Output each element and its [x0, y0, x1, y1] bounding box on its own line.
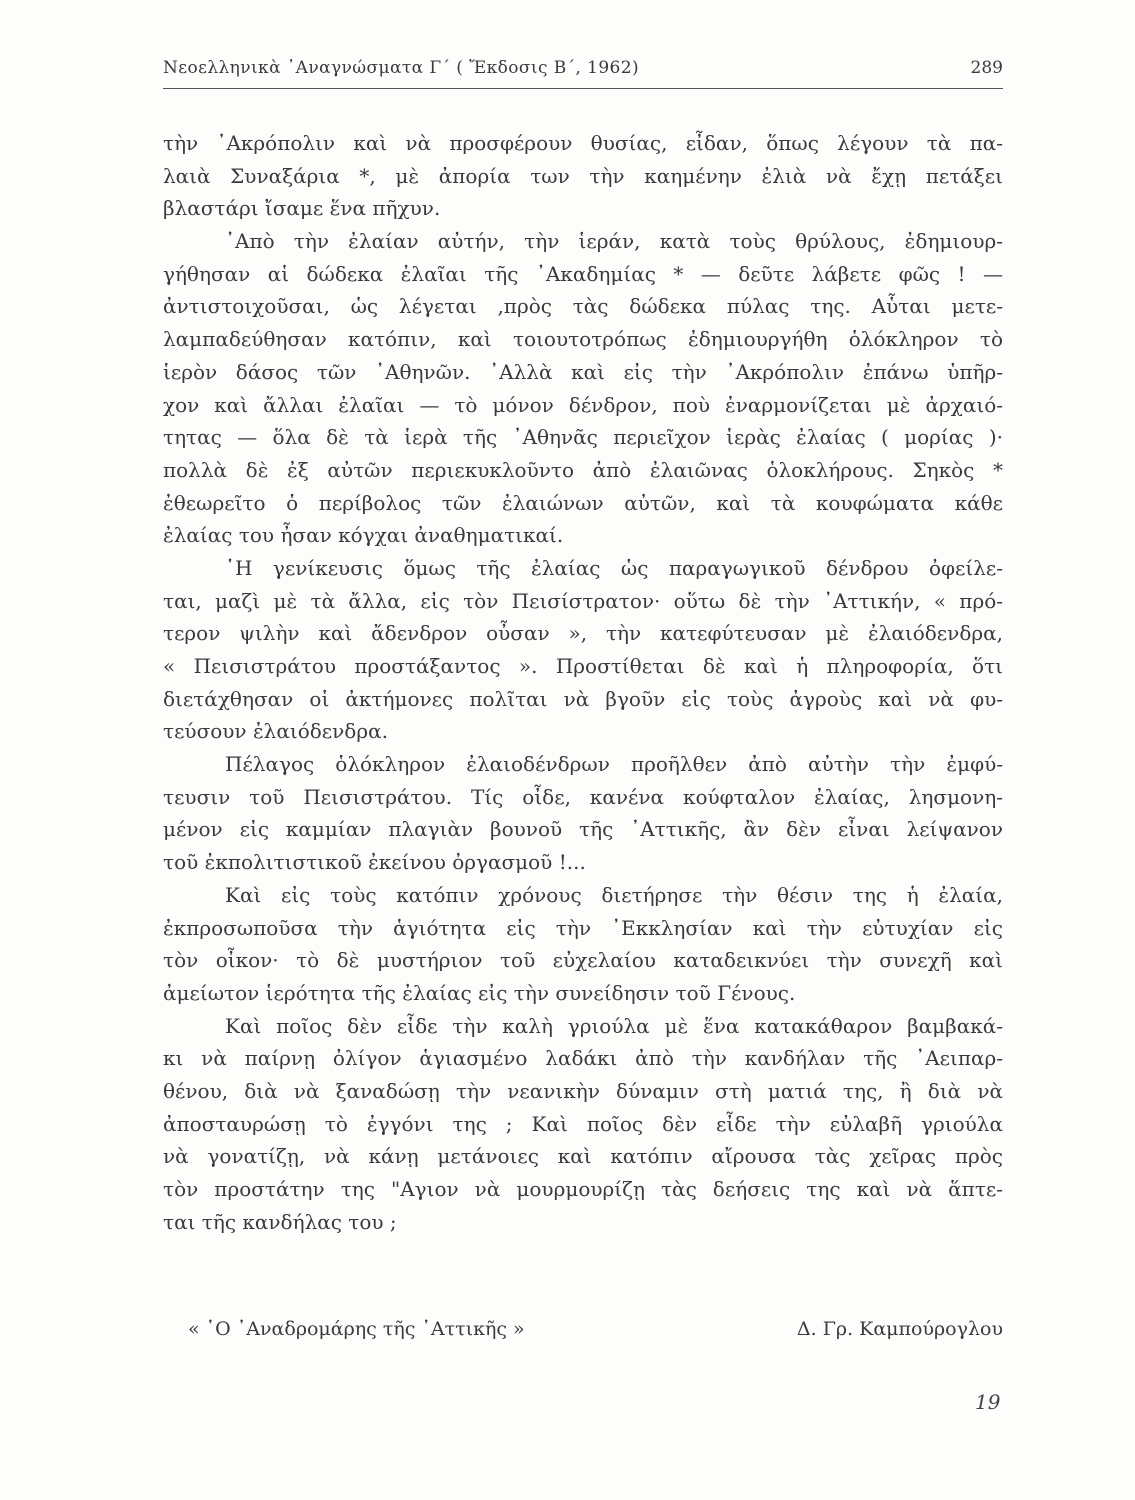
text-line: διετάχθησαν οἱ ἀκτήμονες πολῖται νὰ βγοῦν εἰς τοὺς ἀγροὺς καὶ νὰ φυ- — [163, 686, 1003, 711]
article-body — [163, 127, 1003, 1238]
text-line: τὸν οἶκον· τὸ δὲ μυστήριον τοῦ εὐχελαίου καταδεικνύει τὴν συνεχῆ καὶ — [163, 948, 1003, 973]
text-line: νὰ γονατίζῃ, νὰ κάνῃ μετάνοιες καὶ κατόπιν αἴρουσα τὰς χεῖρας πρὸς — [163, 1144, 1003, 1169]
text-line: Καὶ ποῖος δὲν εἶδε τὴν καλὴ γριούλα μὲ ἕνα κατακάθαρον βαμβακά- — [225, 1013, 1003, 1038]
text-line: ᾿Απὸ τὴν ἐλαίαν αὐτήν, τὴν ἱεράν, κατὰ τοὺς θρύλους, ἐδημιουρ- — [225, 229, 1003, 254]
text-line: « Πεισιστράτου προστάξαντος ». Προστίθεται δὲ καὶ ἡ πληροφορία, ὅτι — [163, 654, 1003, 678]
text-line: μένον εἰς καμμίαν πλαγιὰν βουνοῦ τῆς ᾿Αττικῆς, ἂν δὲν εἶναι λείψανον — [163, 817, 1003, 842]
author-name: Δ. Γρ. Καμπούρογλου — [796, 1318, 1003, 1340]
page-number: 289 — [970, 58, 1003, 78]
text-line: ται τῆς κανδήλας του ; — [163, 1209, 397, 1234]
text-line: τὸν προστάτην της "Αγιον νὰ μουρμουρίζῃ τὰς δεήσεις της καὶ νὰ ἅπτε- — [163, 1177, 1003, 1201]
attribution — [163, 1318, 1003, 1350]
text-line: ἐλαίας του ἦσαν κόγχαι ἀναθηματικαί. — [163, 523, 564, 548]
text-line: βλαστάρι ἴσαμε ἕνα πῆχυν. — [163, 196, 441, 221]
signature-mark: 19 — [975, 1390, 1001, 1414]
text-line: τοῦ ἐκπολιτιστικοῦ ἐκείνου ὀργασμοῦ !... — [163, 850, 586, 875]
text-line: λαιὰ Συναξάρια *, μὲ ἀπορία των τὴν καημένην ἐλιὰ νὰ ἔχῃ πετάξει — [163, 163, 1003, 188]
running-header — [163, 58, 1003, 89]
text-line: ἐθεωρεῖτο ὁ περίβολος τῶν ἐλαιώνων αὐτῶν, καὶ τὰ κουφώματα κάθε — [163, 490, 1003, 515]
text-line: Πέλαγος ὁλόκληρον ἐλαιοδένδρων προῆλθεν ἀπὸ αὐτὴν τὴν ἐμφύ- — [225, 752, 1003, 777]
text-line: ἀποσταυρώσῃ τὸ ἐγγόνι της ; Καὶ ποῖος δὲν εἶδε τὴν εὐλαβῆ γριούλα — [163, 1111, 1003, 1136]
text-line: κι νὰ παίρνῃ ὀλίγον ἁγιασμένο λαδάκι ἀπὸ τὴν κανδήλαν τῆς ᾿Αειπαρ- — [163, 1046, 1003, 1071]
text-line: ῾Η γενίκευσις ὅμως τῆς ἐλαίας ὡς παραγωγικοῦ δένδρου ὀφείλε- — [225, 555, 1003, 580]
text-line: πολλὰ δὲ ἐξ αὐτῶν περιεκυκλοῦντο ἀπὸ ἐλαιῶνας ὁλοκλήρους. Σηκὸς * — [163, 457, 1003, 482]
text-line: τητας — ὅλα δὲ τὰ ἱερὰ τῆς ᾿Αθηνᾶς περιεῖχον ἱερὰς ἐλαίας ( μορίας )· — [163, 425, 1003, 450]
text-line: ἀντιστοιχοῦσαι, ὡς λέγεται ,πρὸς τὰς δώδεκα πύλας της. Αὗται μετε- — [163, 294, 1003, 319]
text-line: χον καὶ ἄλλαι ἐλαῖαι — τὸ μόνον δένδρον, ποὺ ἐναρμονίζεται μὲ ἀρχαιό- — [163, 392, 1003, 417]
text-line: Καὶ εἰς τοὺς κατόπιν χρόνους διετήρησε τὴν θέσιν της ἡ ἐλαία, — [225, 882, 1003, 907]
text-line: τὴν ᾿Ακρόπολιν καὶ νὰ προσφέρουν θυσίας, εἶδαν, ὅπως λέγουν τὰ πα- — [163, 131, 1003, 155]
text-line: ἐκπροσωποῦσα τὴν ἁγιότητα εἰς τὴν ᾿Εκκλησίαν καὶ τὴν εὐτυχίαν εἰς — [163, 915, 1003, 940]
text-line: ἱερὸν δάσος τῶν ᾿Αθηνῶν. ᾿Αλλὰ καὶ εἰς τὴν ᾿Ακρόπολιν ἐπάνω ὑπῆρ- — [163, 359, 1003, 384]
book-title: Νεοελληνικὰ ᾿Αναγνώσματα Γ΄ ( Ἔκδοσις Β΄, 1962) — [163, 58, 639, 78]
text-line: τευσιν τοῦ Πεισιστράτου. Τίς οἶδε, κανένα κούφταλον ἐλαίας, λησμονη- — [163, 784, 1003, 809]
text-line: λαμπαδεύθησαν κατόπιν, καὶ τοιουτοτρόπως ἐδημιουργήθη ὁλόκληρον τὸ — [163, 327, 1003, 352]
text-line: τεύσουν ἐλαιόδενδρα. — [163, 719, 388, 744]
text-line: τερον ψιλὴν καὶ ἄδενδρον οὖσαν », τὴν κατεφύτευσαν μὲ ἐλαιόδενδρα, — [163, 621, 1003, 646]
source-title: « ῾Ο ᾿Αναδρομάρης τῆς ᾿Αττικῆς » — [188, 1318, 525, 1340]
text-line: ται, μαζὶ μὲ τὰ ἄλλα, εἰς τὸν Πεισίστρατον· οὕτω δὲ τὴν ᾿Αττικήν, « πρό- — [163, 588, 1003, 613]
text-line: ἀμείωτον ἱερότητα τῆς ἐλαίας εἰς τὴν συνείδησιν τοῦ Γένους. — [163, 980, 796, 1005]
text-line: γήθησαν αἱ δώδεκα ἐλαῖαι τῆς ᾿Ακαδημίας * — δεῦτε λάβετε φῶς ! — — [163, 261, 1003, 286]
text-line: θένου, διὰ νὰ ξαναδώσῃ τὴν νεανικὴν δύναμιν στὴ ματιά της, ἢ διὰ νὰ — [163, 1078, 1003, 1103]
